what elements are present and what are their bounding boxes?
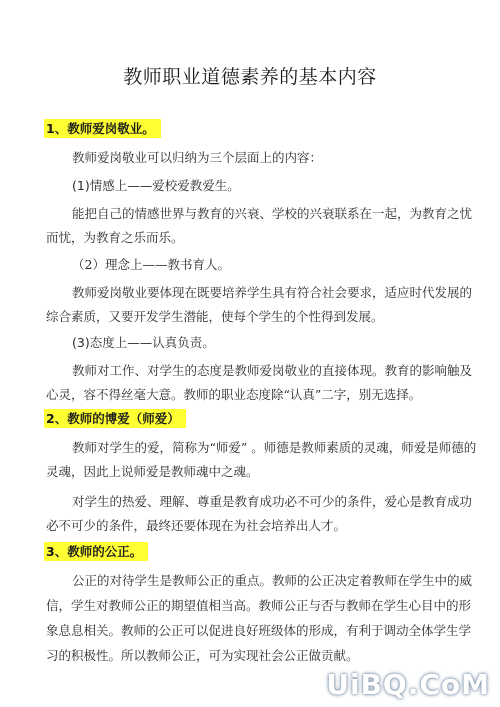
section-3-heading-line	[44, 544, 148, 560]
section-2-para-2-line-1: 对学生的热爱、理解、尊重是教育成功必不可少的条件，爱心是教育成功	[72, 494, 473, 509]
point-2-line-2: 综合素质，又要开发学生潜能，使每个学生的个性得到发展。	[46, 309, 384, 324]
section-1-heading-line	[44, 121, 161, 137]
section-2-heading: 2、教师的博爱（师爱）	[44, 409, 186, 428]
section-2-para-2-line-2: 必不可少的条件，最终还要体现在为社会培养出人才。	[46, 518, 347, 533]
point-3-line-2: 心灵，容不得丝毫大意。教师的职业态度除“认真”二字，别无选择。	[46, 387, 422, 402]
point-3-line-1: 教师对工作、对学生的态度是教师爱岗敬业的直接体现。教育的影响触及	[72, 363, 473, 378]
point-2-heading: （2）理念上——教书育人。	[72, 257, 230, 272]
section-3-line-3: 象息息相关。教师的公正可以促进良好班级体的形成，有利于调动全体学生学	[46, 623, 472, 638]
site-watermark: UiBQ.CoM	[326, 668, 490, 701]
point-1-heading: (1)情感上——爱校爱教爱生。	[72, 178, 240, 193]
section-3-line-1: 公正的对待学生是教师公正的重点。教师的公正决定着教师在学生中的威	[72, 573, 473, 588]
section-2-para-1-line-2: 灵魂，因此上说师爱是教师魂中之魂。	[46, 464, 259, 479]
point-1-line-2: 而忧，为教育之乐而乐。	[46, 230, 184, 245]
section-1-intro: 教师爱岗敬业可以归纳为三个层面上的内容：	[72, 150, 323, 165]
point-3-heading: (3)态度上——认真负责。	[72, 335, 215, 350]
section-2-para-1-line-1: 教师对学生的爱，简称为“师爱” 。师德是教师素质的灵魂，师爱是师德的	[72, 440, 477, 455]
section-3-heading: 3、教师的公正。	[44, 542, 148, 561]
point-1-line-1: 能把自己的情感世界与教育的兴衰、学校的兴衰联系在一起，为教育之忧	[72, 206, 473, 221]
section-1-heading: 1、教师爱岗敬业。	[44, 119, 161, 138]
section-3-line-2: 信，学生对教师公正的期望值相当高。教师公正与否与教师在学生心目中的形	[46, 598, 472, 613]
point-2-line-1: 教师爱岗敬业要体现在既要培养学生具有符合社会要求，适应时代发展的	[72, 285, 473, 300]
section-3-line-4: 习的积极性。所以教师公正，可为实现社会公正做贡献。	[46, 648, 359, 663]
page-title: 教师职业道德素养的基本内容	[123, 66, 377, 88]
section-2-heading-line	[44, 411, 186, 427]
